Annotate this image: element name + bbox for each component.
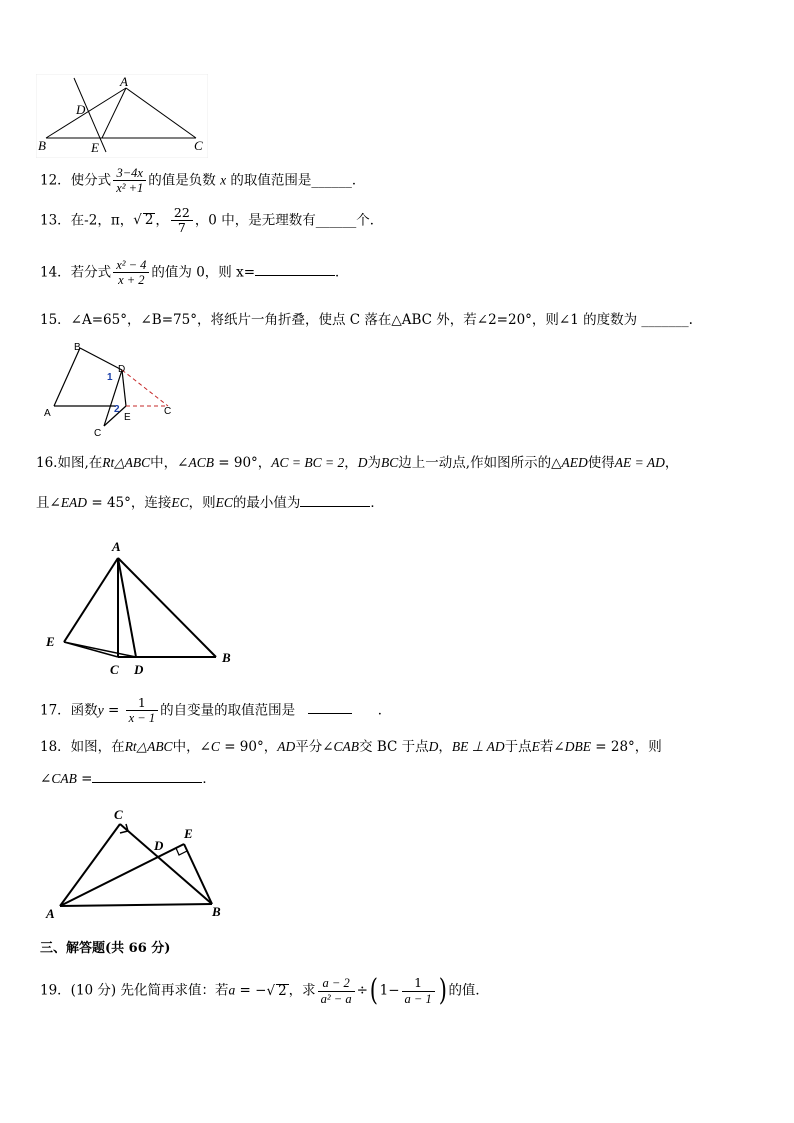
q18-d: D (428, 739, 439, 754)
fig15-label-a: A (44, 408, 51, 419)
q13-prefix: 13．在-2，π， (40, 212, 134, 229)
q18-ad: AD (277, 739, 296, 754)
q13-sqrt-arg: 2 (144, 212, 154, 229)
q19-numerator2: 1 (402, 976, 435, 991)
q18-rt: Rt△ABC (124, 739, 173, 754)
q16-ead: EAD (60, 495, 88, 510)
q12-middle: 的值是负数 (148, 172, 216, 189)
q14-answer-blank[interactable] (255, 275, 335, 276)
q14-numerator: x² − 4 (113, 258, 149, 273)
q16-ac-bc: AC = BC = 2 (271, 455, 345, 470)
q18-text-a: 18．如图，在 (40, 739, 125, 755)
q16-text-m: ． (370, 495, 384, 511)
q16-ae-ad: AE = AD (614, 455, 665, 470)
q19-div: ÷ (356, 982, 368, 999)
q18-text-c: = 90°， (219, 739, 278, 755)
fig16-label-a: A (112, 539, 121, 554)
figure-q15 (40, 340, 180, 440)
fig16-label-c: C (110, 662, 119, 677)
q17-y: y (97, 702, 104, 718)
q19-fraction1 (318, 976, 355, 1006)
question-17 (40, 696, 391, 726)
q16-text-e: 为 (367, 455, 382, 471)
q17-end: ． (377, 702, 392, 719)
q16-text-i: 且∠ (36, 495, 61, 511)
q17-prefix: 17．函数 (40, 702, 98, 719)
q16-text-g: 使得 (587, 455, 615, 471)
q14-denominator: x + 2 (118, 273, 145, 288)
question-18-line2 (40, 772, 216, 787)
q18-text-j: ∠ (40, 771, 52, 787)
fig15-label-angle2: 2 (114, 404, 120, 415)
question-18-line1 (40, 740, 662, 755)
q17-fraction (126, 696, 158, 726)
q18-text-d: 平分∠ (295, 739, 334, 755)
q19-numerator1: a − 2 (318, 976, 355, 991)
q18-answer-blank[interactable] (92, 782, 202, 783)
label-e: E (91, 140, 99, 155)
q19-mid: ，求 (288, 982, 316, 999)
q12-fraction (113, 166, 146, 196)
question-19 (40, 973, 489, 1008)
q16-bc: BC (381, 455, 399, 470)
q18-text-f: ， (438, 739, 452, 755)
q17-numerator: 1 (126, 696, 158, 711)
q18-c: C (210, 739, 220, 754)
q16-d: D (357, 455, 368, 470)
q17-denominator: x − 1 (128, 711, 156, 726)
question-16-line1 (36, 456, 678, 471)
q19-a: a (228, 982, 236, 998)
q19-right-paren: ) (438, 973, 447, 1008)
q13-numerator: 22 (171, 206, 193, 221)
q16-text-f: 边上一动点,作如图所示的△ (398, 455, 562, 471)
q16-acb: ACB (188, 455, 214, 470)
q16-ec2: EC (215, 495, 233, 510)
fig18-label-d: D (154, 838, 164, 853)
fig16-label-d: D (134, 662, 144, 677)
q16-aed: AED (561, 455, 588, 470)
q13-sqrt: √ 2 (133, 212, 154, 229)
question-15: 15．∠A=65°，∠B=75°，将纸片一角折叠，使点 C 落在△ABC 外，若∠2=20°，则∠1 的度数为 _______. (40, 312, 693, 328)
q16-text-l: 的最小值为 (232, 495, 301, 511)
q16-text-a: 16.如图,在 (36, 455, 103, 471)
q16-text-k: ，则 (188, 495, 216, 511)
figure-q18 (40, 804, 230, 922)
label-b: B (38, 138, 46, 153)
q14-prefix: 14．若分式 (40, 264, 112, 281)
q19-fraction2 (402, 976, 435, 1006)
q16-answer-blank[interactable] (300, 506, 370, 507)
label-d: D (76, 102, 86, 117)
q12-numerator: 3−4x (113, 166, 146, 181)
figure-q11 (36, 74, 208, 158)
q14-fraction (113, 258, 149, 288)
q12-prefix: 12．使分式 (40, 172, 112, 189)
question-13 (40, 206, 383, 236)
q18-text-l: ． (202, 771, 216, 787)
label-c: C (194, 138, 203, 153)
question-16-line2 (36, 496, 384, 511)
q18-cab: CAB (333, 739, 360, 754)
q16-text-b: 中，∠ (150, 455, 189, 471)
fig15-label-angle1: 1 (107, 372, 113, 383)
q13-suffix: ，0 中，是无理数有______个． (194, 212, 384, 229)
q14-suffix: 的值为 0，则 x= (151, 264, 256, 281)
q18-text-h: 若∠ (539, 739, 565, 755)
q19-suffix: 的值． (448, 982, 489, 999)
q18-text-g: 于点 (504, 739, 532, 755)
q18-text-k: = (76, 771, 93, 787)
fig18-label-e: E (184, 826, 193, 841)
q18-text-e: 交 BC 于点 (359, 739, 429, 755)
q18-cab2: CAB (51, 771, 77, 786)
q17-answer-blank[interactable] (308, 713, 352, 714)
q16-ec: EC (171, 495, 189, 510)
q13-fraction (171, 206, 193, 236)
fig15-label-b: B (74, 342, 81, 353)
q18-dbe: DBE (564, 739, 591, 754)
q12-suffix: 的取值范围是______． (230, 172, 366, 189)
q16-text-j: = 45°，连接 (87, 495, 172, 511)
q16-text-h: ， (664, 455, 679, 471)
q18-be-ad: BE ⊥ AD (451, 739, 505, 754)
fig15-label-c: C (94, 428, 102, 439)
fig15-label-d: D (118, 364, 126, 375)
q19-prefix: 19．(10 分) 先化简再求值：若 (40, 982, 229, 999)
figure-q16 (40, 536, 240, 680)
q12-denominator: x² +1 (116, 181, 144, 196)
q19-eq: = − (235, 982, 267, 999)
fig15-label-e: E (124, 412, 131, 423)
q17-eq: = (103, 702, 124, 719)
fig16-label-e: E (46, 634, 55, 649)
question-14 (40, 258, 349, 288)
q14-end: ． (335, 264, 349, 281)
fig18-label-b: B (212, 904, 221, 919)
q19-sqrt: √ 2 (266, 982, 287, 999)
q18-e: E (531, 739, 540, 754)
q19-denominator2: a − 1 (404, 991, 432, 1006)
label-a: A (120, 74, 128, 89)
q18-text-i: = 28°，则 (590, 739, 662, 755)
q19-denominator1: a² − a (320, 991, 352, 1006)
section-title: 三、解答题(共 66 分) (40, 941, 171, 956)
q19-one-minus: 1− (379, 982, 400, 999)
q16-rt: Rt△ABC (102, 455, 151, 470)
q17-suffix: 的自变量的取值范围是 (160, 702, 296, 719)
q16-text-d: ， (344, 455, 358, 471)
q13-sep: ， (155, 212, 169, 229)
question-12 (40, 166, 365, 196)
q16-text-c: = 90°， (213, 455, 272, 471)
fig16-label-b: B (222, 650, 231, 665)
q13-denominator: 7 (177, 220, 186, 236)
q19-left-paren: ( (369, 973, 378, 1008)
q18-text-b: 中，∠ (172, 739, 211, 755)
fig18-label-a: A (46, 906, 55, 921)
q12-variable: x (220, 172, 227, 188)
fig18-label-c: C (114, 807, 123, 822)
q19-sqrt-arg: 2 (278, 982, 287, 999)
fig15-label-c-folded: C (164, 406, 172, 417)
